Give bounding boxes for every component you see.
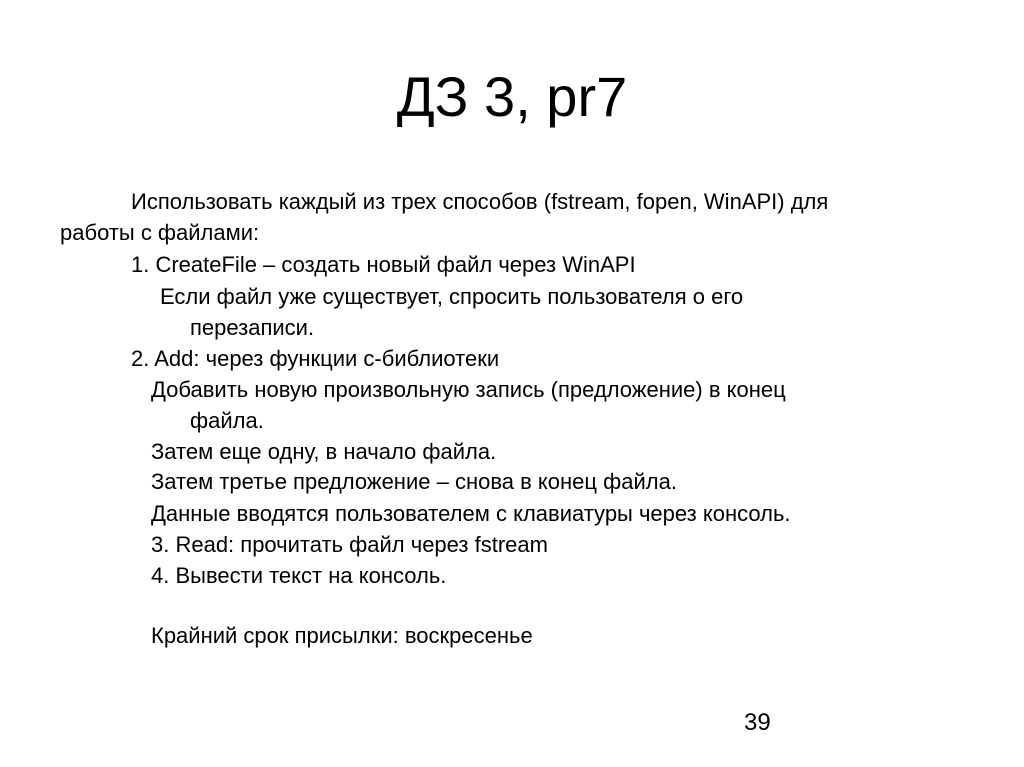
list-item-2: 2. Add: через функции с-библиотеки	[131, 346, 500, 371]
list-item-4: 4. Вывести текст на консоль.	[151, 563, 447, 588]
body-line: Затем еще одну, в начало файла.	[151, 439, 497, 464]
body-line: Добавить новую произвольную запись (предложение) в конец	[151, 377, 786, 402]
body-line: Данные вводятся пользователем с клавиатуры через консоль.	[151, 501, 791, 526]
body-line: Если файл уже существует, спросить пользователя о его	[160, 284, 744, 309]
slide-title: ДЗ 3, pr7	[396, 65, 628, 128]
list-item-3: 3. Read: прочитать файл через fstream	[151, 532, 548, 557]
deadline-line: Крайний срок присылки: воскресенье	[151, 623, 533, 648]
page-number: 39	[744, 709, 771, 736]
body-line: Использовать каждый из трех способов (fstream, fopen, WinAPI) для	[131, 189, 829, 214]
body-line: перезаписи.	[190, 315, 315, 340]
body-line: работы с файлами:	[60, 220, 260, 245]
body-line: файла.	[190, 408, 264, 433]
list-item-1: 1. CreateFile – создать новый файл через WinAPI	[131, 252, 636, 277]
body-line: Затем третье предложение – снова в конец файла.	[151, 469, 677, 494]
